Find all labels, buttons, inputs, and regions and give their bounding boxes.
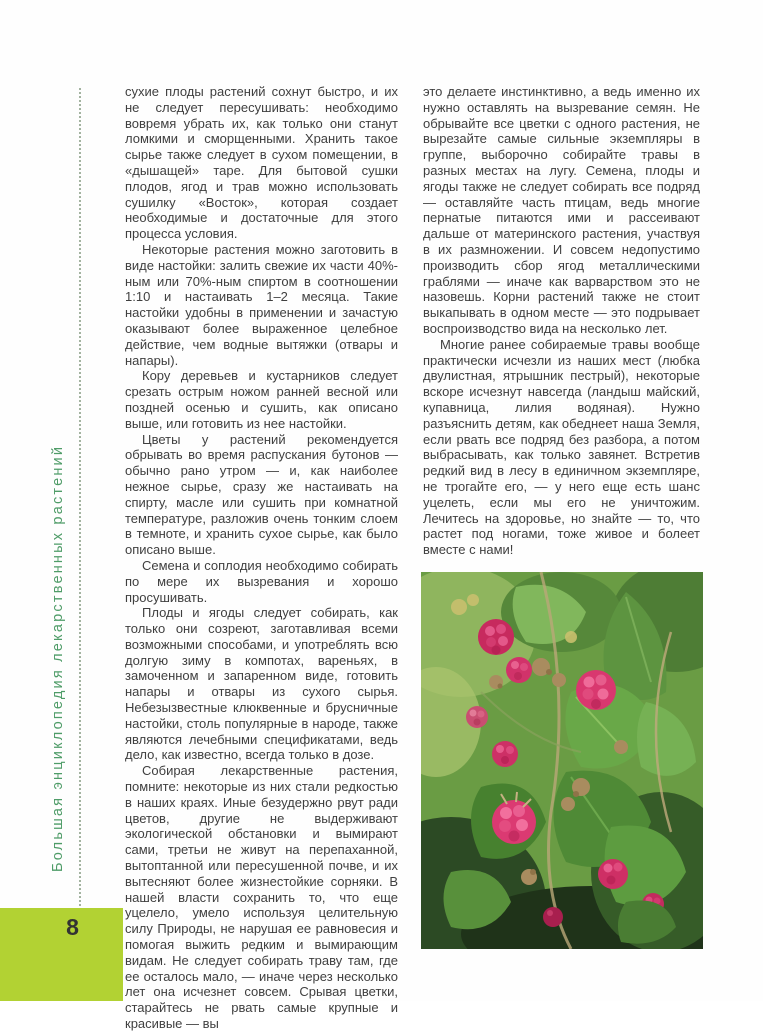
body-paragraph: это делаете инстинктивно, а ведь именно их нужно оставлять на вызревание семян. Не обрывайте все цветки с одного растения, не вырезайте самые сильные экземпляры в группе, выборочно собирайте травы в разных местах на лугу. Семена, плоды и ягоды также не следует собирать все подряд — оставляйте часть птицам, ведь многие пернатые питаются ими и рассеивают дальше от материнского растения, участвуя в их размножении. И совсем недопустимо производить сбор ягод металлическими граблями — иначе как варварством это не назовешь. Корни растений также не стоит выкапывать в одном месте — это подрывает воспроизводство вида на несколько лет. xyxy=(423,84,700,336)
left-column xyxy=(125,84,398,1032)
body-paragraph: Собирая лекарственные растения, помните: некоторые из них стали редкостью в наших краях. Иные безудержно рвут ради цветов, другие не выдерживают экологической обстановки и вымирают сами, третьи не живут на перепаханной, вытоптанной или пересушенной почве, и их вытесняют более жизнестойкие сорняки. В нашей власти сохранить то, что еще уцелело, умело используя целительную силу Природы, не нарушая ее равновесия и помогая выжить редким и вымирающим видам. Не следует собирать траву там, где ее осталось мало, — иначе через несколько лет она исчезнет совсем. Срывая цветки, старайтесь не рвать самые крупные и красивые — вы xyxy=(125,763,398,1032)
raspberry-photo xyxy=(421,572,703,949)
raspberry-photo-art xyxy=(421,572,703,949)
dotted-divider xyxy=(79,88,81,906)
body-paragraph: Плоды и ягоды следует собирать, как только они созреют, заготавливая всеми возможными способами, и употреблять всю долгую зиму в компотах, вареньях, в замоченном и запаренном виде, готовить напары и отвары из сухого сырья. Небезызвестные клюквенные и брусничные настойки, столь популярные в народе, также являются лечебными спецификатами, ведь дело, как известно, всегда только в дозе. xyxy=(125,605,398,763)
edition-vertical-caption: Большая энциклопедия лекарственных растений xyxy=(50,444,66,872)
page-number-box xyxy=(0,908,123,1001)
body-paragraph: Кору деревьев и кустарников следует срезать острым ножом ранней весной или поздней осенью и сушить, как описано выше, или готовить из нее настойки. xyxy=(125,368,398,431)
body-paragraph: Цветы у растений рекомендуется обрывать во время распускания бутонов — обычно рано утром — и, как наиболее нежное сырье, сразу же настаивать на спирту, масле или сушить при комнатной температуре, разложив очень тонким слоем в темноте, и хранить сухое сырье, как было описано выше. xyxy=(125,431,398,558)
body-paragraph: сухие плоды растений сохнут быстро, и их не следует пересушивать: необходимо вовремя убрать их, как только они станут ломкими и сморщенными. Хранить такое сырье также следует в сухом помещении, в «дышащей» таре. Для бытовой сушки плодов, ягод и трав можно использовать сушилку «Восток», которая создает необходимые и достаточные для этого процесса условия. xyxy=(125,84,398,242)
body-paragraph: Некоторые растения можно заготовить в виде настойки: залить свежие их части 40%-ным или 70%-ным спиртом в соотношении 1:10 и настаивать 1–2 месяца. Такие настойки удобны в применении и зачастую оказывают более выраженное целебное действие, чем водные вытяжки (отвары и напары). xyxy=(125,241,398,368)
right-column xyxy=(423,84,700,1032)
page-number: 8 xyxy=(66,914,79,940)
body-paragraph: Многие ранее собираемые травы вообще практически исчезли из наших мест (любка двулистная, ятрышник пестрый), некоторые вскоре исчезнут навсегда (ландыш майский, купавница, лилия водяная). Нужно разъяснить детям, как обеднеет наша Земля, если рвать все подряд без разбора, а потом выбрасывать, как только завянет. Встретив редкий вид в лесу в единичном экземпляре, не трогайте его, — у него еще есть шанс уцелеть, если мы его не уничтожим. Лечитесь на здоровье, но знайте — то, что растет под ногами, тоже живое и болеет вместе с нами! xyxy=(423,336,700,558)
text-columns xyxy=(125,84,700,1032)
body-paragraph: Семена и соплодия необходимо собирать по мере их вызревания и хорошо просушивать. xyxy=(125,557,398,605)
